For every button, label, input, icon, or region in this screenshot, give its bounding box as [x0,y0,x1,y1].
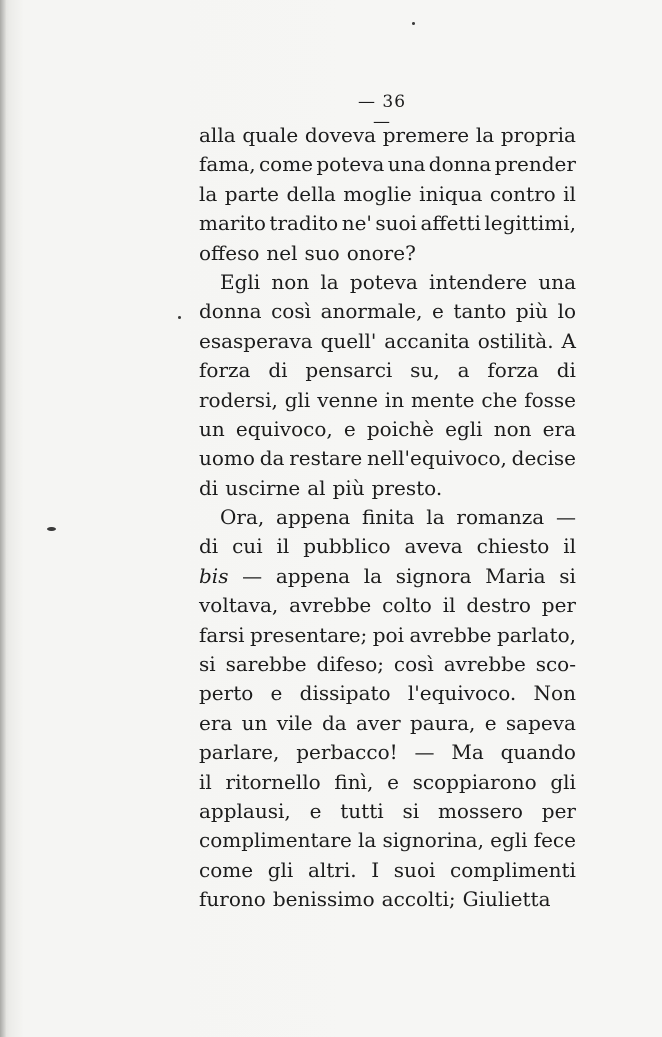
text-line: marito tradito ne' suoi affetti legittimi, [199,211,576,236]
text-line: esasperava quell' accanita ostilità. A [199,328,576,353]
text-line: bis — appena la signora Maria si [199,563,576,588]
print-speck [47,527,56,531]
text-line: alla quale doveva premere la propria [199,123,576,147]
text-line: applausi, e tutti si mossero per [199,798,576,823]
page-number: — 36 — [357,92,407,132]
text-line: uomo da restare nell'equivoco, decise [199,446,576,471]
text-line: il ritornello finì, e scoppiarono gli [199,769,576,794]
page-spine-shadow [0,0,6,1037]
text-line: Ora, appena finita la romanza — [220,505,576,530]
text-line: perto e dissipato l'equivoco. Non [199,681,576,706]
text-line: di uscirne al più presto. [199,475,443,500]
text-line: forza di pensarci su, a forza di [199,358,576,383]
text-line: un equivoco, e poichè egli non era [199,416,576,441]
text-line: come gli altri. I suoi complimenti [199,857,576,882]
text-line: furono benissimo accolti; Giulietta [199,887,551,912]
text-line: fama, come poteva una donna prender [199,152,576,177]
body-text [199,121,576,915]
text-line: voltava, avrebbe colto il destro per [199,593,576,618]
text-line: Egli non la poteva intendere una [220,269,576,294]
text-line: la parte della moglie iniqua contro il [199,181,576,206]
text-line: era un vile da aver paura, e sapeva [199,710,576,735]
text-line: offeso nel suo onore? [199,240,416,265]
print-speck [178,316,181,319]
paragraph [199,121,576,268]
text-line: si sarebbe difeso; così avrebbe sco- [199,652,576,677]
text-line: di cui il pubblico aveva chiesto il [199,534,576,559]
paragraph [199,503,576,914]
text-line: donna così anormale, e tanto più lo [199,299,576,324]
text-line: parlare, perbacco! — Ma quando [199,740,576,765]
text-line: farsi presentare; poi avrebbe parlato, [199,622,576,647]
text-line: complimentare la signorina, egli fece [199,828,576,853]
paragraph [199,268,576,503]
text-line: rodersi, gli venne in mente che fosse [199,387,576,412]
print-speck [412,22,415,25]
